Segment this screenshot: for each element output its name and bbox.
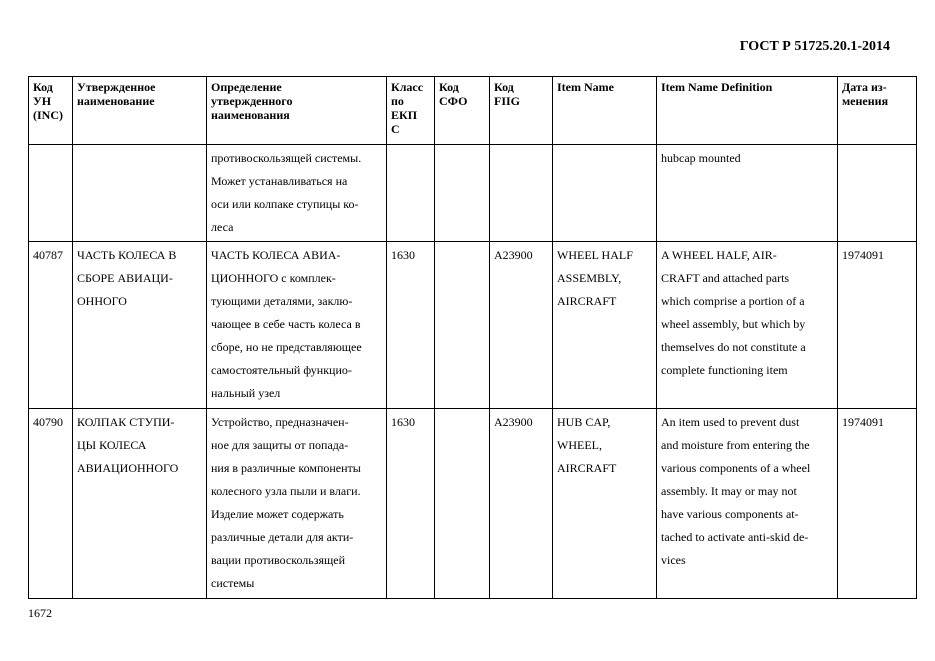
text-line: ЧАСТЬ КОЛЕСА В [77,248,177,262]
text-line: A WHEEL HALF, AIR- [661,248,777,262]
text-line: Определение [211,80,282,94]
header-change-date [838,77,917,145]
text-line: An item used to prevent dust [661,415,800,429]
table-row [29,242,917,409]
text-line: tached to activate anti-skid de- [661,530,809,544]
cell-definition [207,242,387,409]
text-line: ния в различные компоненты [211,461,361,475]
cell-ekps: 1630 [387,242,435,409]
text-line: have various components at- [661,507,799,521]
page-number: 1672 [28,606,52,620]
text-line: наименования [211,108,290,122]
text-line: WHEEL HALF [557,248,633,262]
text-line: ЦИОННОГО с комплек- [211,271,336,285]
cell-ekps [387,145,435,242]
cell-fiig: A23900 [490,242,553,409]
cell-date [838,145,917,242]
cell-definition [207,409,387,599]
text-line: С [391,122,400,136]
header-approved-name [73,77,207,145]
catalog-table [28,76,917,599]
text-line: ное для защиты от попада- [211,438,349,452]
text-line: which comprise a portion of a [661,294,805,308]
text-line: AIRCRAFT [557,461,617,475]
text-line: КОЛПАК СТУПИ- [77,415,175,429]
text-line: AIRCRAFT [557,294,617,308]
text-line: (INC) [33,108,63,122]
table-row-continuation [29,145,917,242]
text-line: противоскользящей системы. [211,151,362,165]
text-line: нальный узел [211,386,281,400]
text-line: оси или колпаке ступицы ко- [211,197,359,211]
text-line: чающее в себе часть колеса в [211,317,361,331]
text-line: HUB CAP, [557,415,611,429]
text-line: Устройство, предназначен- [211,415,349,429]
cell-name [73,409,207,599]
cell-item-name [553,409,657,599]
text-line: Код [33,80,53,94]
text-line: CRAFT and attached parts [661,271,790,285]
header-item-definition [657,77,838,145]
text-line: сборе, но не представляющее [211,340,362,354]
text-line: Код [494,80,514,94]
text-line: Изделие может содержать [211,507,344,521]
text-line: themselves do not constitute a [661,340,806,354]
cell-item-definition [657,145,838,242]
text-line: УН [33,94,52,108]
text-line: Класс [391,80,424,94]
text-line: ЕКП [391,108,418,122]
cell-item-definition [657,409,838,599]
text-line: леса [211,220,234,234]
text-line: по [391,94,404,108]
text-line: and moisture from entering the [661,438,810,452]
document-code: ГОСТ Р 51725.20.1-2014 [739,39,890,54]
header-fiig-code [490,77,553,145]
text-line: самостоятельный функцио- [211,363,352,377]
text-line: ЧАСТЬ КОЛЕСА АВИА- [211,248,341,262]
text-line: WHEEL, [557,438,602,452]
cell-sfo [435,409,490,599]
table-header-row [29,77,917,145]
cell-definition [207,145,387,242]
text-line: wheel assembly, but which by [661,317,806,331]
text-line: ОННОГО [77,294,127,308]
text-line: тующими деталями, заклю- [211,294,353,308]
cell-name [73,145,207,242]
cell-item-name [553,145,657,242]
cell-fiig [490,145,553,242]
text-line: Дата из- [842,80,887,94]
text-line: hubcap mounted [661,151,741,165]
cell-ekps: 1630 [387,409,435,599]
header-definition [207,77,387,145]
text-line: Item Name Definition [661,80,773,94]
text-line: ЦЫ КОЛЕСА [77,438,147,452]
text-line: Item Name [557,80,614,94]
text-line: СБОРЕ АВИАЦИ- [77,271,173,285]
cell-sfo [435,145,490,242]
text-line: vices [661,553,686,567]
header-item-name [553,77,657,145]
text-line: утвержденного [211,94,293,108]
header-sfo-code [435,77,490,145]
cell-item-definition [657,242,838,409]
cell-inc: 40787 [29,242,73,409]
text-line: вации противоскользящей [211,553,346,567]
text-line: Может устанавливаться на [211,174,348,188]
header-inc [29,77,73,145]
text-line: наименование [77,94,155,108]
cell-item-name [553,242,657,409]
cell-inc: 40790 [29,409,73,599]
cell-sfo [435,242,490,409]
text-line: колесного узла пыли и влаги. [211,484,361,498]
text-line: FIIG [494,94,521,108]
table-row [29,409,917,599]
text-line: various components of a wheel [661,461,811,475]
cell-date: 1974091 [838,242,917,409]
text-line: СФО [439,94,468,108]
text-line: Утвержденное [77,80,156,94]
text-line: различные детали для акти- [211,530,354,544]
text-line: assembly. It may or may not [661,484,797,498]
text-line: Код [439,80,459,94]
text-line: ASSEMBLY, [557,271,622,285]
cell-name [73,242,207,409]
text-line: системы [211,576,255,590]
header-ekps-class [387,77,435,145]
cell-date: 1974091 [838,409,917,599]
cell-fiig: A23900 [490,409,553,599]
text-line: АВИАЦИОННОГО [77,461,179,475]
text-line: менения [842,94,889,108]
text-line: complete functioning item [661,363,788,377]
cell-inc [29,145,73,242]
